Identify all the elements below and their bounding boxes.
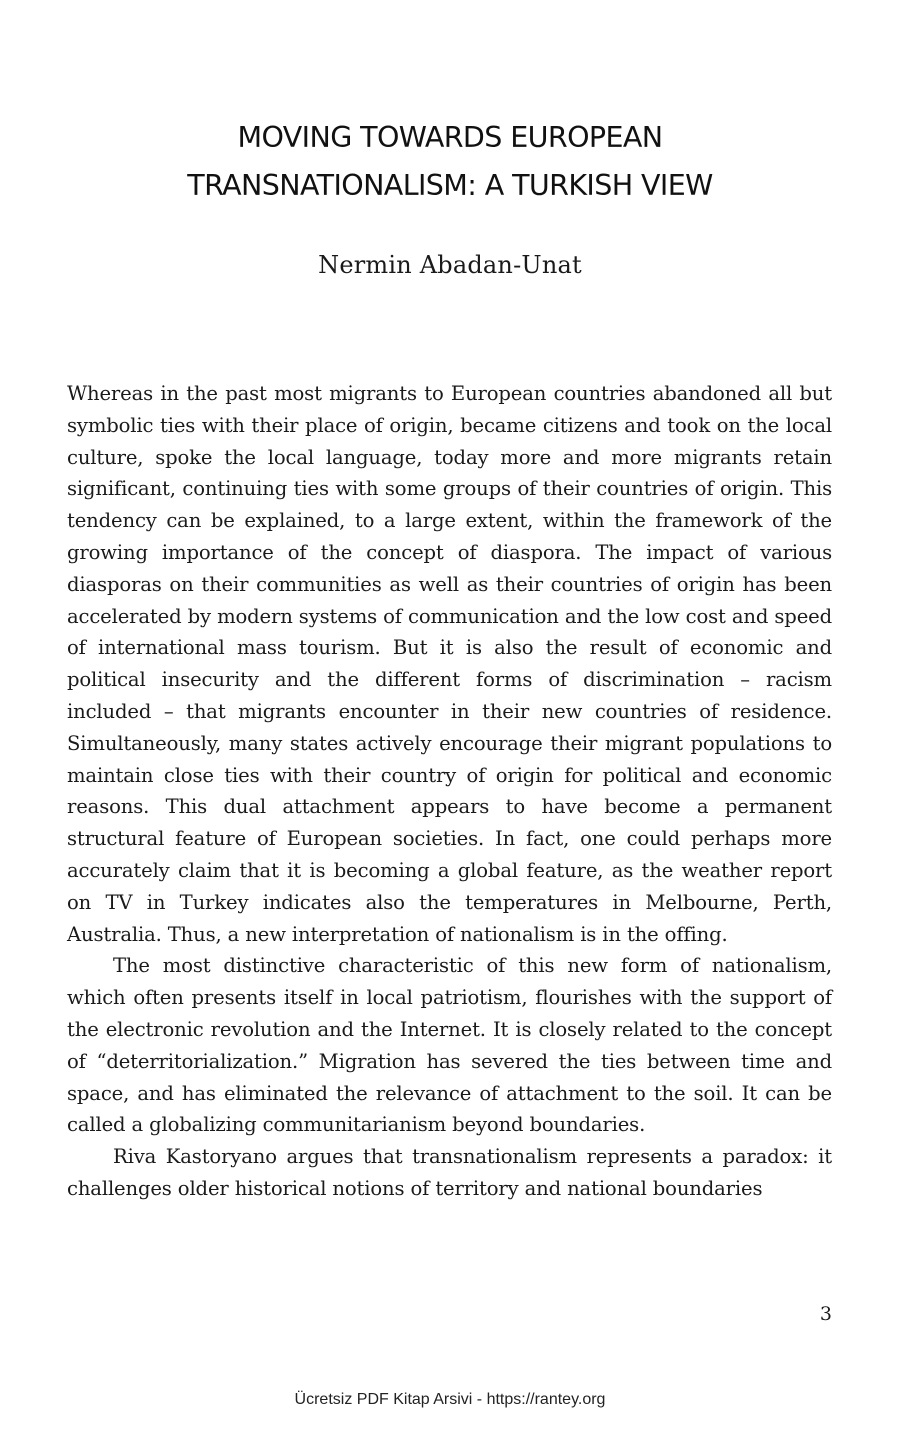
paragraph-3: Riva Kastoryano argues that transnationalism represents a paradox: it challenges older historical notions of territory and national boundaries <box>67 1145 832 1200</box>
chapter-title <box>0 114 900 210</box>
chapter-title-line-2: TRANSNATIONALISM: A TURKISH VIEW <box>187 169 713 202</box>
paragraph-2: The most distinctive characteristic of this new form of nationalism, which often presents itself in local patriotism, flourishes with the support of the electronic revolution and the Internet. It is closely related to the concept of “deterritorialization.” Migration has severed the ties between time and space, and has eliminated the relevance of attachment to the soil. It can be called a globalizing communitarianism beyond boundaries. <box>67 954 832 1137</box>
author-name: Nermin Abadan-Unat <box>318 251 582 279</box>
footer-watermark: Ücretsiz PDF Kitap Arsivi - https://rantey.org <box>294 1391 606 1408</box>
chapter-body <box>67 378 832 1205</box>
chapter-title-line-1: MOVING TOWARDS EUROPEAN <box>237 121 663 154</box>
paragraph-1: Whereas in the past most migrants to European countries abandoned all but symbolic ties with their place of origin, became citizens and took on the local culture, spoke the local language, today more and more migrants retain significant, continuing ties with some groups of their countries of origin. This tendency can be explained, to a large extent, within the framework of the growing importance of the concept of diaspora. The impact of various diasporas on their communities as well as their countries of origin has been accelerated by modern systems of communication and the low cost and speed of international mass tourism. But it is also the result of economic and political insecurity and the different forms of discrimination – racism included – that migrants encounter in their new countries of residence. Simultaneously, many states actively encourage their migrant populations to maintain close ties with their country of origin for political and economic reasons. This dual attachment appears to have become a permanent structural feature of European societies. In fact, one could perhaps more accurately claim that it is becoming a global feature, as the weather report on TV in Turkey indicates also the temperatures in Melbourne, Perth, Australia. Thus, a new interpretation of nationalism is in the offing. <box>67 382 832 946</box>
page-number: 3 <box>819 1303 832 1325</box>
